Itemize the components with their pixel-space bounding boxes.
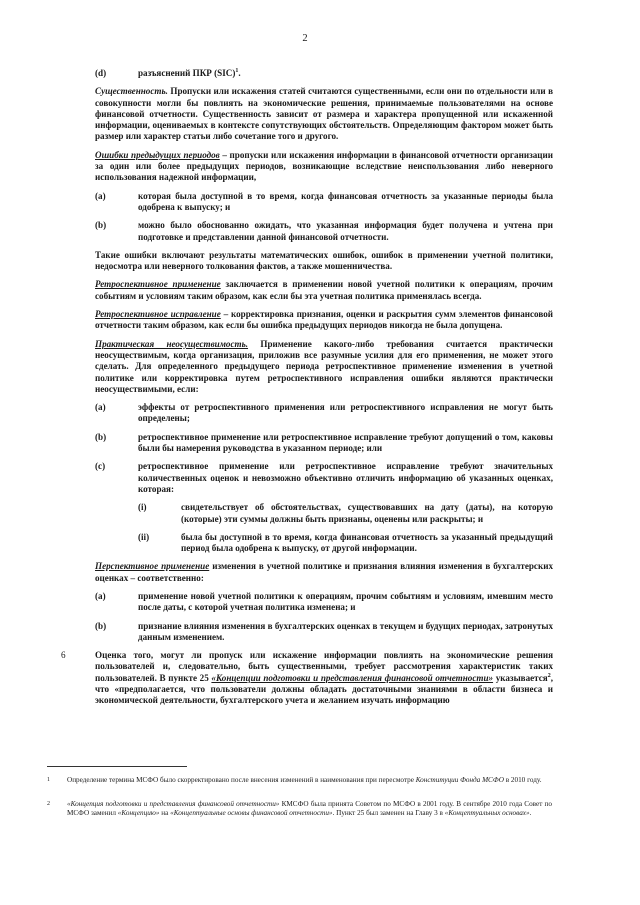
paragraph-text: Оценка того, могут ли пропуск или искажение информации повлиять на экономические решения пользователей и, следовательно, быть существенными, требует рассмотрения характеристик таких пользователей. В пункте 25 [95,650,553,683]
list-item [95,432,553,455]
footnote-italic: «Концепцию» [117,809,160,818]
footnote-ref-2[interactable]: 2 [547,672,551,679]
footnote-text-part: на [159,809,171,818]
paragraph-number: 6 [61,650,66,661]
footnote-text [47,776,552,785]
prior-errors-after: Такие ошибки включают результаты математических ошибок, ошибок в применении учетной политики, недосмотра или неверного толкования фактов, а также мошенничества. [95,249,553,272]
item-text: можно было обоснованно ожидать, что указанная информация будет получена и учтена при подготовке и представлении данной финансовой отчетности. [138,220,553,242]
footnote-text-part: Определение термина МСФО было скорректировано после внесения изменений в наименования при пересмотре [67,776,416,784]
item-label: (a) [95,590,106,601]
list-item [95,591,553,614]
footnote-text [47,800,552,818]
footnote-italic: «Концепция подготовки и представления финансовой отчетности» [67,800,280,808]
item-label: (d) [95,68,107,78]
footnote-italic: «Концептуальные основы финансовой отчетности» [170,809,333,818]
list-item [95,220,553,243]
item-text: применение новой учетной политики к операциям, прочим событиям и условиям, имевшим место после даты, с которой учетная политика изменена; и [138,590,553,613]
main-text [61,67,554,714]
item-label: (a) [95,402,106,413]
sub-item-text: была бы доступной в то время, когда финансовая отчетность за указанный предыдущий период была одобрена к выпуску, от другой информации. [181,531,553,554]
list-item-d [95,68,553,79]
sub-list-item [138,502,553,525]
term-retro-application: Ретроспективное применение [95,279,221,290]
footnote-2 [47,800,552,818]
footnote-number: 1 [47,777,50,783]
paragraph-text: указывается [493,672,548,683]
footnote-divider [47,766,187,767]
list-item [95,402,553,425]
prospective-text: изменения в учетной политике и признания влияния изменения в бухгалтерских оценках – соответственно: [95,561,553,583]
materiality-text: Пропуски или искажения статей считаются существенными, если они по отдельности или в совокупности могли бы повлиять на экономические решения, принимаемые пользователями на основе финансовой отчетности. Существенность зависит от размера и характера пропущенной или искаженной информации, оцениваемых в контексте сопутствующих обстоятельств. Определяющим фактором может быть размер или характер статьи либо сочетание того и другого. [95,86,553,142]
impracticability-text: Применение какого-либо требования считается практически неосуществимым, когда организация, приложив все разумные усилия для его применения, не может этого сделать. Для определенного предыдущего периода ретроспективное применение изменения в учетной политике или корректировка путем ретроспективного исправления ошибки являются практически неосуществимыми, если: [95,338,553,394]
page-number: 2 [302,33,308,44]
item-end: . [238,68,241,78]
footnote-italic: Конституции Фонда МСФО [415,776,504,784]
impracticability-definition [95,339,553,395]
paragraph-text: , что «предполагается, что пользователи должны обладать достаточными знаниями в области бизнеса и экономической деятельности, бухгалтерского учета и желанием изучать информацию [95,672,553,706]
item-text: ретроспективное применение или ретроспективное исправление требуют допущений о том, каковы были бы намерения руководства в указанном периоде; или [138,431,553,454]
term-retro-restatement: Ретроспективное исправление [95,309,221,320]
term-impracticability: Практическая неосуществимость. [95,338,249,349]
sub-item-label: (i) [138,502,147,513]
item-label: (c) [95,461,106,472]
footnote-text-part: . [529,809,532,818]
item-label: (a) [95,190,106,201]
footnote-text-part: КМСФО была принята Советом по МСФО в 2001 году. В сентябре 2010 года Совет по МСФО заменил [67,800,552,818]
item-text: которая была доступной в то время, когда финансовая отчетность за указанные периоды была одобрена к выпуску; и [138,190,553,212]
footnote-italic: «Концептуальных основах» [444,809,530,818]
retro-restatement-text: – корректировка признания, оценки и раскрытия сумм элементов финансовой отчетности таким образом, как если бы ошибка предыдущих периодов никогда не была допущена. [95,309,553,331]
sub-list-item [138,532,553,555]
item-text: признание влияния изменения в бухгалтерских оценках в текущем и будущих периодах, затронутых данным изменением. [138,620,553,642]
retro-restatement-definition [95,309,553,332]
footnote-number: 2 [47,801,50,807]
footnote-text-part: в 2010 году. [503,776,542,784]
materiality-definition [95,86,553,142]
term-prior-errors: Ошибки предыдущих периодов [95,149,220,160]
sub-item-label: (ii) [138,531,150,542]
footnote-text-part: . Пункт 25 был заменен на Главу 3 в [332,809,445,818]
list-item [95,191,553,214]
framework-reference: «Концепции подготовки и представления финансовой отчетности» [211,672,494,683]
item-label: (b) [95,220,107,231]
prior-errors-definition [95,150,553,184]
term-materiality: Существенность. [95,86,168,97]
sub-item-text: свидетельствует об обстоятельствах, существовавших на дату (даты), на которую (которые) эти суммы должны быть признаны, оценены или раскрыты; и [181,502,553,524]
paragraph-6 [61,650,553,706]
term-prospective: Перспективное применение [95,561,210,572]
item-label: (b) [95,620,107,631]
prior-errors-text: – пропуски или искажения информации в финансовой отчетности организации за один или более предыдущих периодов, возникающие вследствие неиспользования либо неверного использования надежной информации, [95,149,554,183]
item-text: ретроспективное применение или ретроспективное исправление требуют значительных количественных оценок и невозможно объективно отличить информацию об указанных оценках, которая: [138,461,553,494]
item-text: разъяснений ПКР (SIC) [138,68,236,78]
retro-application-text: заключается в применении новой учетной политики к операциям, прочим событиям и условиям таким образом, как если бы эта учетная политика применялась всегда. [95,279,553,301]
item-label: (b) [95,431,107,442]
footnote-ref-1[interactable]: 1 [235,67,239,74]
footnote-1 [47,776,552,785]
retro-application-definition [95,279,553,302]
prospective-definition [95,561,553,584]
item-text: эффекты от ретроспективного применения или ретроспективного исправления не могут быть определены; [138,402,553,424]
list-item [95,461,553,495]
list-item [95,621,553,644]
